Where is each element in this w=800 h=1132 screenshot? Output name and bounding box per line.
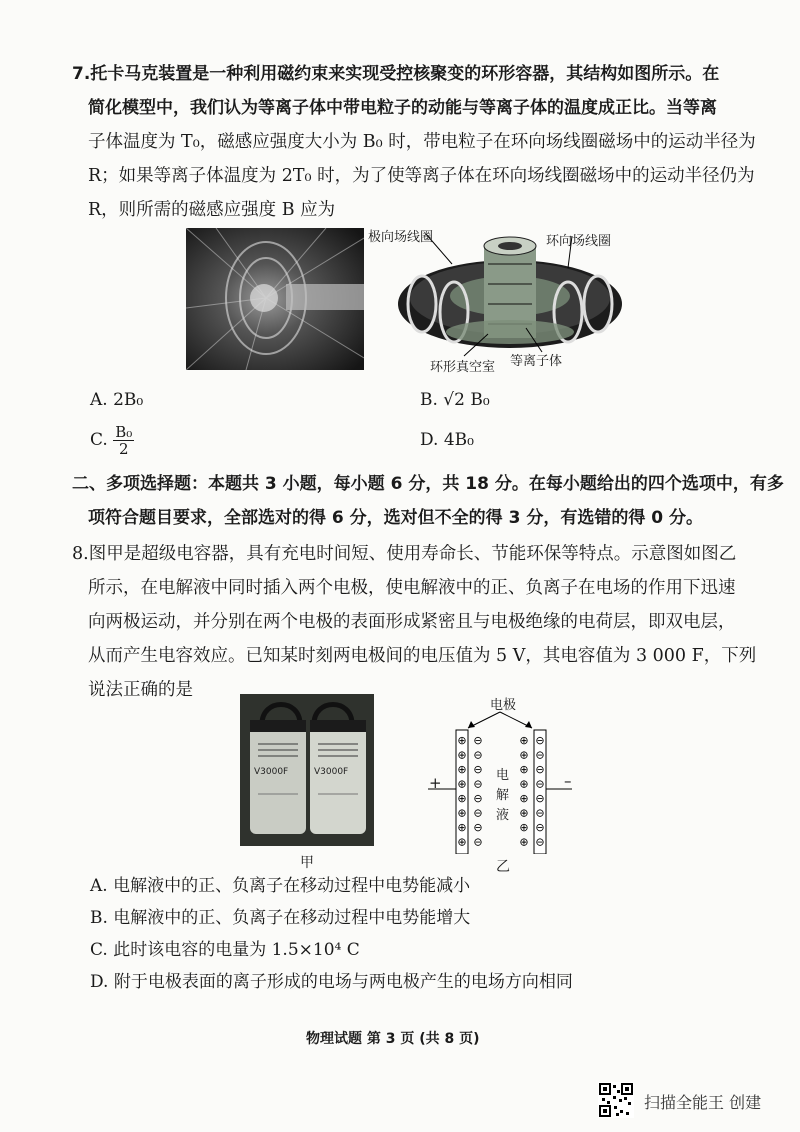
- left-electrode-charge-symbol: ⊕: [457, 777, 467, 791]
- q7-option-c-denominator: 2: [118, 440, 129, 458]
- anion-layer-symbol: ⊖: [473, 763, 483, 776]
- q7-line-1: 7.托卡马克装置是一种利用磁约束来实现受控核聚变的环形容器，其结构如图所示。在: [72, 64, 720, 84]
- right-electrode-charge-symbol: ⊖: [535, 792, 545, 805]
- label-plus: +: [429, 774, 442, 792]
- caption-jia: 甲: [300, 855, 314, 871]
- q7-line-3: 子体温度为 T₀，磁感应强度大小为 B₀ 时，带电粒子在环向场线圈磁场中的运动半径为: [88, 132, 756, 152]
- left-electrode-charge-symbol: ⊕: [457, 792, 467, 805]
- left-electrode-charge-symbol: ⊕: [457, 748, 467, 762]
- label-electrolyte-1: 电: [496, 768, 510, 783]
- q8-option-b: B. 电解液中的正、负离子在移动过程中电势能增大: [90, 908, 471, 928]
- q8-line-1: 8.图甲是超级电容器，具有充电时间短、使用寿命长、节能环保等特点。示意图如图乙: [72, 544, 737, 564]
- left-electrode-charge-symbol: ⊕: [457, 763, 467, 776]
- q8-line-2: 所示，在电解液中同时插入两个电极，使电解液中的正、负离子在电场的作用下迅速: [88, 578, 736, 598]
- q7-line-4: R；如果等离子体温度为 2T₀ 时，为了使等离子体在环向场线圈磁场中的运动半径仍为: [88, 166, 755, 186]
- cation-layer-symbol: ⊕: [519, 792, 529, 805]
- label-electrolyte-2: 解: [496, 788, 510, 803]
- q8-option-d: D. 附于电极表面的离子形成的电场与两电极产生的电场方向相同: [90, 972, 573, 992]
- label-toroidal-coil: 环向场线圈: [546, 234, 612, 249]
- anion-layer-symbol: ⊖: [473, 792, 483, 805]
- left-electrode-charge-symbol: ⊕: [457, 835, 467, 849]
- cation-layer-symbol: ⊕: [519, 763, 529, 776]
- label-electrode: 电极: [490, 698, 517, 713]
- caption-yi: 乙: [496, 859, 510, 875]
- q7-option-c: [90, 424, 134, 457]
- right-electrode-charge-symbol: ⊖: [535, 763, 545, 776]
- anion-layer-symbol: ⊖: [473, 748, 483, 762]
- right-electrode-charge-symbol: ⊖: [535, 835, 545, 849]
- q8-line-3: 向两极运动，并分别在两个电极的表面形成紧密且与电极绝缘的电荷层，即双电层，: [88, 612, 736, 632]
- anion-layer-symbol: ⊖: [473, 806, 483, 820]
- left-electrode-charge-symbol: ⊕: [457, 734, 467, 747]
- cation-layer-symbol: ⊕: [519, 777, 529, 791]
- q8-line-5: 说法正确的是: [88, 680, 193, 700]
- right-electrode-charge-symbol: ⊖: [535, 806, 545, 820]
- q7-line-5: R，则所需的磁感应强度 B 应为: [88, 200, 336, 220]
- label-electrolyte-3: 液: [496, 808, 510, 823]
- anion-layer-symbol: ⊖: [473, 821, 483, 834]
- cation-layer-symbol: ⊕: [519, 806, 529, 820]
- right-electrode-charge-symbol: ⊖: [535, 734, 545, 747]
- q7-option-b: B. √2 B₀: [420, 390, 490, 410]
- cation-layer-symbol: ⊕: [519, 821, 529, 834]
- q7-option-d: D. 4B₀: [420, 430, 474, 450]
- anion-layer-symbol: ⊖: [473, 777, 483, 791]
- q8-option-a: A. 电解液中的正、负离子在移动过程中电势能减小: [90, 876, 471, 896]
- cation-layer-symbol: ⊕: [519, 835, 529, 849]
- cap-label-left: V3000F: [254, 767, 289, 777]
- scanner-watermark: 扫描全能王 创建: [644, 1093, 762, 1112]
- section-2-line-2: 项符合题目要求，全部选对的得 6 分，选对但不全的得 3 分，有选错的得 0 分。: [88, 508, 703, 528]
- q8-line-4: 从而产生电容效应。已知某时刻两电极间的电压值为 5 V，其电容值为 3 000 F，下列: [88, 646, 757, 666]
- right-electrode-charge-symbol: ⊖: [535, 748, 545, 762]
- q7-option-a: A. 2B₀: [90, 390, 144, 410]
- label-poloidal-coil: 极向场线圈: [368, 230, 434, 245]
- q7-option-c-numerator: B₀: [115, 423, 133, 441]
- qr-code-icon: [598, 1082, 634, 1118]
- right-electrode-charge-symbol: ⊖: [535, 777, 545, 791]
- right-electrode-charge-symbol: ⊖: [535, 821, 545, 834]
- section-2-line-1: 二、多项选择题：本题共 3 小题，每小题 6 分，共 18 分。在每小题给出的四个选项中，有多: [72, 474, 784, 494]
- q7-option-c-fraction: [113, 424, 134, 457]
- anion-layer-symbol: ⊖: [473, 835, 483, 849]
- cation-layer-symbol: ⊕: [519, 734, 529, 747]
- left-electrode-charge-symbol: ⊕: [457, 806, 467, 820]
- label-plasma: 等离子体: [510, 354, 563, 369]
- q7-option-c-prefix: C.: [90, 430, 108, 450]
- left-electrode-charge-symbol: ⊕: [457, 821, 467, 834]
- supercapacitor-photo: [240, 694, 374, 846]
- q7-line-2: 简化模型中，我们认为等离子体中带电粒子的动能与等离子体的温度成正比。当等离: [88, 98, 717, 118]
- cation-layer-symbol: ⊕: [519, 748, 529, 762]
- q8-option-c: C. 此时该电容的电量为 1.5×10⁴ C: [90, 940, 360, 960]
- cap-label-right: V3000F: [314, 767, 349, 777]
- label-vacuum-chamber: 环形真空室: [430, 360, 496, 375]
- tokamak-photo: [186, 228, 364, 370]
- label-minus: –: [564, 772, 572, 790]
- page-footer: 物理试题 第 3 页 (共 8 页): [306, 1031, 480, 1047]
- anion-layer-symbol: ⊖: [473, 734, 483, 747]
